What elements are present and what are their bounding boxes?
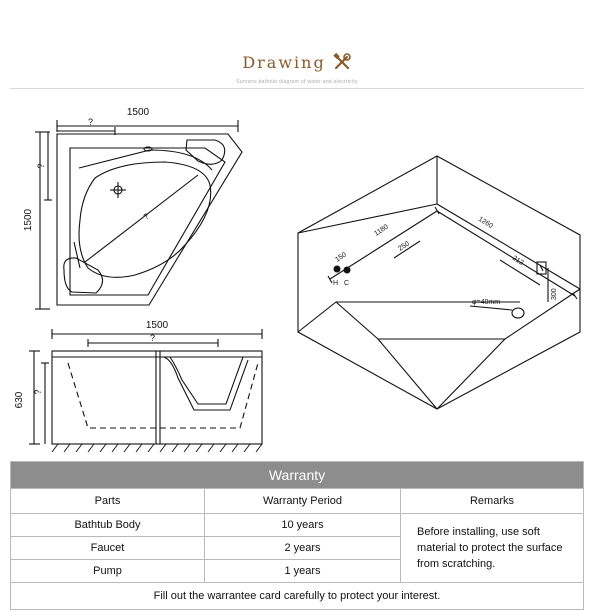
table-row (11, 514, 584, 537)
label-c: C (344, 280, 350, 287)
dim-250-label: 250 (397, 240, 411, 253)
warranty-header-row (11, 489, 584, 514)
left-height-label: 1500 (23, 208, 34, 232)
dim-212-label: 212 (510, 254, 525, 267)
header-period: Warranty Period (205, 489, 401, 514)
left-q-label: ? (36, 163, 46, 169)
drain-label: φ=40mm (472, 299, 501, 306)
drawing-title-text: Drawing (242, 52, 326, 72)
dim-1180-label: 1180 (373, 223, 390, 238)
part-cell: Pump (11, 560, 205, 583)
side-height-label: 630 (14, 391, 25, 409)
side-q-left-label: ? (33, 389, 43, 395)
remark-cell: Before installing, use soft material to protect the surface from scratching. (401, 514, 584, 583)
warranty-table (10, 461, 584, 610)
period-cell: 10 years (205, 514, 401, 537)
period-cell: 2 years (205, 537, 401, 560)
hot-water-pipe (334, 266, 341, 273)
period-cell: 1 years (205, 560, 401, 583)
dim-150-label: 150 (334, 251, 348, 264)
side-width-label: 1500 (145, 320, 169, 331)
warranty-title: Warranty (11, 462, 584, 489)
part-cell: Faucet (11, 537, 205, 560)
warranty-footer: Fill out the warrantee card carefully to protect your interest. (11, 583, 584, 610)
part-cell: Bathtub Body (11, 514, 205, 537)
side-q-label: ? (150, 333, 156, 343)
header-remarks: Remarks (401, 489, 584, 514)
dim-300-label: 300 (551, 288, 558, 300)
cold-water-pipe (344, 267, 351, 274)
dim-1260-label: 1260 (476, 215, 494, 230)
center-q-label: ? (141, 211, 151, 222)
top-q-label: ? (88, 117, 94, 127)
header-parts: Parts (11, 489, 205, 514)
label-h: H (333, 280, 339, 287)
drawing-subtitle: Sunrans bathtub diagram of water and electricity (236, 78, 358, 85)
top-width-label: 1500 (126, 107, 150, 118)
